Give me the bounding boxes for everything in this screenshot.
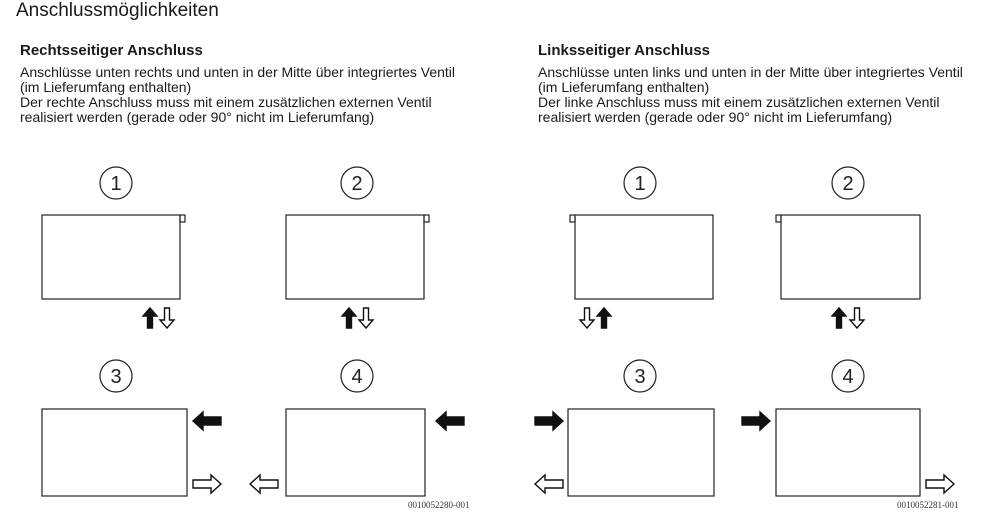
page-title: Anschlussmöglichkeiten (16, 0, 219, 21)
radiator (781, 215, 920, 299)
valve-nub (180, 215, 185, 222)
arrow-left-outline-icon (535, 475, 563, 493)
section-paragraph: Anschlüsse unten links und unten in der Mitte über integriertes Ventil (im Lieferumfang enthalten) (538, 64, 963, 95)
arrow-right-outline-icon (926, 475, 954, 493)
arrow-up-filled-icon (597, 308, 611, 328)
arrow-down-outline-icon (580, 308, 594, 328)
radiator (286, 215, 424, 299)
image-code: 0010052280-001 (408, 500, 470, 510)
number-label: 1 (634, 173, 646, 195)
radiator (776, 409, 920, 496)
image-code: 0010052281-001 (897, 500, 959, 510)
arrow-right-outline-icon (193, 475, 221, 493)
arrow-right-filled-icon (742, 412, 770, 430)
radiator (575, 215, 713, 299)
arrow-down-outline-icon (850, 308, 864, 328)
arrow-up-filled-icon (143, 308, 157, 328)
arrow-left-filled-icon (193, 412, 221, 430)
radiator (286, 409, 425, 496)
arrow-up-filled-icon (342, 308, 356, 328)
section-paragraph: Anschlüsse unten rechts und unten in der Mitte über integriertes Ventil (im Lieferumfang enthalten) (20, 64, 456, 95)
number-label: 1 (110, 173, 122, 195)
number-label: 4 (351, 366, 363, 388)
arrow-down-outline-icon (359, 308, 373, 328)
arrow-left-outline-icon (250, 475, 278, 493)
number-label: 3 (110, 366, 122, 388)
number-label: 3 (634, 366, 646, 388)
number-label: 2 (351, 173, 363, 195)
section-heading: Rechtsseitiger Anschluss (20, 42, 203, 59)
number-label: 2 (842, 173, 854, 195)
arrow-right-filled-icon (535, 412, 563, 430)
radiator (42, 409, 187, 496)
valve-nub (424, 215, 429, 222)
section-paragraph: Der rechte Anschluss muss mit einem zusätzlichen externen Ventil realisiert werden (gerade oder 90° nicht im Lieferumfang) (20, 94, 432, 125)
section-heading: Linksseitiger Anschluss (538, 42, 711, 59)
number-label: 4 (842, 366, 854, 388)
arrow-down-outline-icon (160, 308, 174, 328)
radiator (42, 215, 180, 299)
arrow-up-filled-icon (832, 308, 846, 328)
section-paragraph: Der linke Anschluss muss mit einem zusätzlichen externen Ventil realisiert werden (gerade oder 90° nicht im Lieferumfang) (538, 94, 940, 125)
valve-nub (776, 215, 781, 222)
valve-nub (570, 215, 575, 222)
arrow-left-filled-icon (436, 412, 464, 430)
radiator (568, 409, 714, 496)
